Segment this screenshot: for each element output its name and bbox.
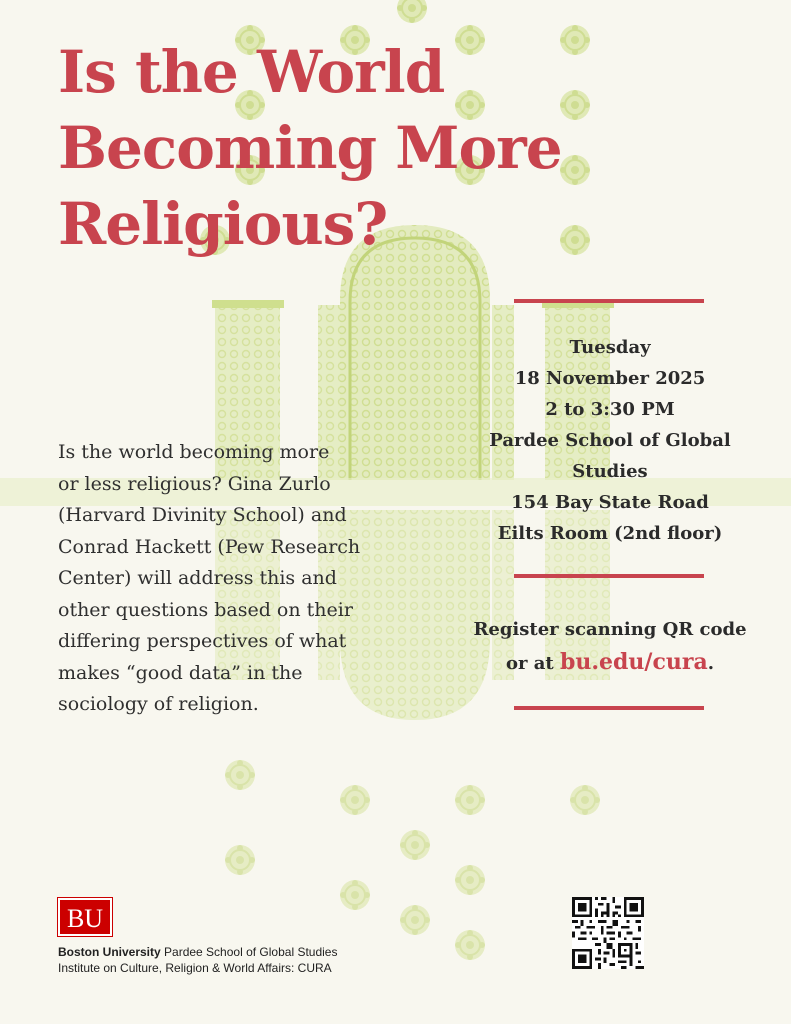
- institute-name: Institute on Culture, Religion & World Affairs: CURA: [58, 961, 332, 975]
- description-line: Center) will address this and: [58, 567, 337, 589]
- qr-code-icon[interactable]: [572, 897, 644, 969]
- description-line: other questions based on their: [58, 598, 353, 621]
- footer-organization: [58, 944, 337, 976]
- description-line: differing perspectives of what: [58, 630, 347, 652]
- event-details: [470, 332, 750, 549]
- event-venue-cont: Studies: [572, 461, 648, 482]
- bu-logo-icon: BU: [58, 898, 112, 936]
- register-prefix: or at: [506, 653, 561, 674]
- event-time: 2 to 3:30 PM: [545, 399, 675, 420]
- register-link[interactable]: bu.edu/cura: [560, 649, 708, 675]
- event-venue: Pardee School of Global: [489, 430, 731, 451]
- event-title: [58, 34, 698, 262]
- divider-bottom: [514, 706, 704, 710]
- description-line: Conrad Hackett (Pew Research: [58, 535, 361, 558]
- registration-info: [470, 614, 750, 680]
- description-line: or less religious? Gina Zurlo: [58, 472, 331, 495]
- title-line: Is the World: [58, 38, 445, 106]
- title-line: Religious?: [58, 190, 388, 258]
- event-date: 18 November 2025: [514, 368, 706, 389]
- title-line: Becoming More: [58, 114, 562, 182]
- event-day: Tuesday: [569, 337, 651, 358]
- divider-top: [514, 299, 704, 303]
- divider-middle: [514, 574, 704, 578]
- register-line: Register scanning QR code: [473, 619, 747, 640]
- event-description: [58, 437, 398, 721]
- description-line: makes “good data” in the: [58, 661, 303, 684]
- description-line: sociology of religion.: [58, 693, 259, 715]
- description-line: (Harvard Divinity School) and: [58, 504, 347, 526]
- school-name: Pardee School of Global Studies: [160, 945, 338, 959]
- university-name: Boston University: [58, 945, 161, 959]
- event-room: Eilts Room (2nd floor): [497, 523, 723, 544]
- register-line-2: [470, 646, 750, 680]
- event-address: 154 Bay State Road: [511, 492, 709, 513]
- description-line: Is the world becoming more: [58, 441, 330, 463]
- footer-line-1: [58, 944, 337, 960]
- register-suffix: .: [707, 653, 714, 674]
